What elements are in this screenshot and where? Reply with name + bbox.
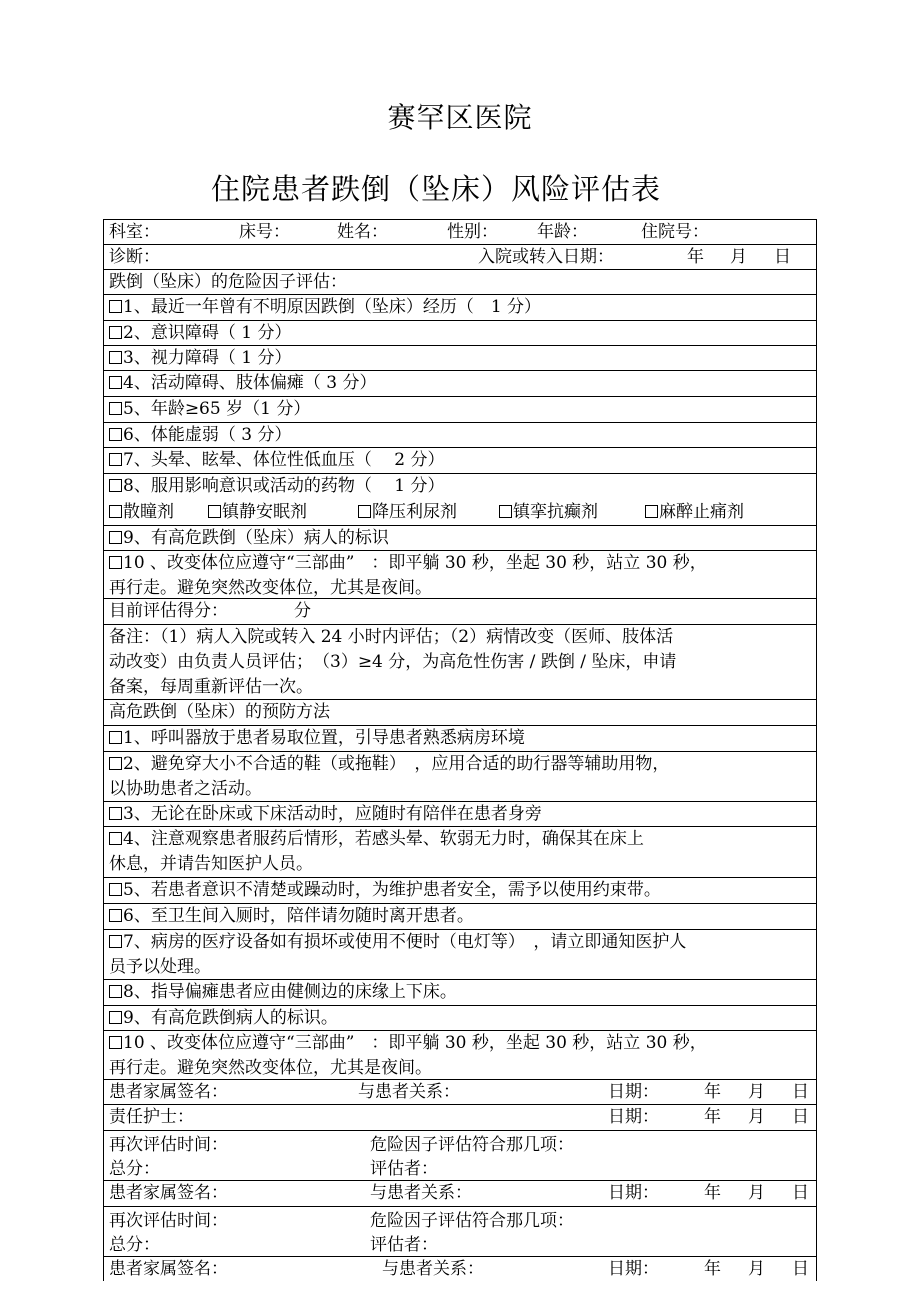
family-sign-row: 患者家属签名： 与患者关系： 日期： 年 月 日 <box>104 1080 816 1105</box>
prevention-item-3[interactable]: 3、无论在卧床或下床活动时，应随时有陪伴在患者身旁 <box>104 802 816 827</box>
risk-heading: 跌倒（坠床）的危险因子评估： <box>104 270 816 295</box>
admit-date-label: 入院或转入日期： <box>478 247 614 267</box>
checkbox[interactable] <box>109 376 122 389</box>
nurse-row: 责任护士： 日期： 年 月 日 <box>104 1105 816 1131</box>
drug-option-mydriatic[interactable]: 散瞳剂 <box>109 500 174 525</box>
factors-field[interactable]: 危险因子评估符合那几项： <box>370 1211 574 1231</box>
hospital-name: 赛罕区医院 <box>387 101 533 134</box>
checkbox[interactable] <box>109 505 122 518</box>
diagnosis-row <box>104 245 816 270</box>
diagnosis-field[interactable]: 诊断： <box>109 247 160 267</box>
date-field[interactable]: 日期： <box>608 1082 659 1102</box>
score-unit: 分 <box>294 601 311 621</box>
checkbox[interactable] <box>109 453 122 466</box>
factors-field[interactable]: 危险因子评估符合那几项： <box>370 1135 574 1155</box>
checkbox[interactable] <box>109 935 122 948</box>
risk-item-6[interactable]: 6、体能虚弱（ 3 分） <box>104 423 816 448</box>
family-sign-field[interactable]: 患者家属签名： <box>109 1259 228 1279</box>
prevention-item-8[interactable]: 8、指导偏瘫患者应由健侧边的床缘上下床。 <box>104 980 816 1006</box>
score-row <box>104 599 816 625</box>
prevention-heading: 高危跌倒（坠床）的预防方法 <box>104 700 816 726</box>
drug-option-antihypertensive[interactable]: 降压利尿剂 <box>358 500 457 525</box>
relation-field[interactable]: 与患者关系： <box>382 1259 484 1279</box>
risk-item-8: 8、服用影响意识或活动的药物（ 1 分） 散瞳剂 镇静安眠剂 降压利尿剂 镇挛抗癫剂 麻醉止痛剂 <box>104 474 816 526</box>
patient-info-row <box>104 220 816 245</box>
prevention-item-5[interactable]: 5、若患者意识不清楚或躁动时，为维护患者安全，需予以使用约束带。 <box>104 878 816 904</box>
drug-option-anesthetic[interactable]: 麻醉止痛剂 <box>645 500 744 525</box>
date-month[interactable]: 月 <box>730 247 747 267</box>
risk-item-1[interactable]: 1、最近一年曾有不明原因跌倒（坠床）经历（ 1 分） <box>104 295 816 321</box>
age-field[interactable]: 年龄： <box>537 222 588 242</box>
date-field[interactable]: 日期： <box>608 1183 659 1203</box>
assessment-table <box>103 219 817 1281</box>
reassess-time-field[interactable]: 再次评估时间： <box>109 1211 228 1231</box>
prevention-item-6[interactable]: 6、至卫生间入厕时，陪伴请勿随时离开患者。 <box>104 904 816 930</box>
family-sign-row-3: 患者家属签名： 与患者关系： 日期： 年 月 日 <box>104 1257 816 1282</box>
risk-item-2[interactable]: 2、意识障碍（ 1 分） <box>104 321 816 346</box>
checkbox[interactable] <box>109 883 122 896</box>
prevention-item-1[interactable]: 1、呼叫器放于患者易取位置，引导患者熟悉病房环境 <box>104 726 816 752</box>
checkbox[interactable] <box>109 479 122 492</box>
prevention-item-7[interactable]: 7、病房的医疗设备如有损坏或使用不便时（电灯等） ，请立即通知医护人 员予以处理。 <box>104 930 816 980</box>
checkbox[interactable] <box>109 300 122 313</box>
checkbox[interactable] <box>109 326 122 339</box>
checkbox[interactable] <box>109 1011 122 1024</box>
risk-item-5[interactable]: 5、年龄≥65 岁（1 分） <box>104 397 816 423</box>
checkbox[interactable] <box>109 556 122 569</box>
family-sign-field[interactable]: 患者家属签名： <box>109 1183 228 1203</box>
checkbox[interactable] <box>109 351 122 364</box>
prevention-item-4[interactable]: 4、注意观察患者服药后情形，若感头晕、软弱无力时，确保其在床上 休息，并请告知医护人员。 <box>104 827 816 878</box>
checkbox[interactable] <box>358 505 371 518</box>
prevention-item-10[interactable]: 10 、改变体位应遵守“三部曲” ：即平躺 30 秒，坐起 30 秒，站立 30 秒， 再行走。避免突然改变体位，尤其是夜间。 <box>104 1031 816 1080</box>
checkbox[interactable] <box>109 807 122 820</box>
checkbox[interactable] <box>109 531 122 544</box>
family-sign-row-2: 患者家属签名： 与患者关系： 日期： 年 月 日 <box>104 1181 816 1207</box>
date-field[interactable]: 日期： <box>608 1107 659 1127</box>
checkbox[interactable] <box>109 757 122 770</box>
reassess-block-2 <box>104 1207 816 1257</box>
checkbox[interactable] <box>109 428 122 441</box>
assessor-field[interactable]: 评估者： <box>370 1235 438 1255</box>
dept-field[interactable]: 科室： <box>109 222 160 242</box>
date-year[interactable]: 年 <box>687 247 704 267</box>
inpatient-no-field[interactable]: 住院号： <box>641 222 709 242</box>
remarks: 备注：（1）病人入院或转入 24 小时内评估；（2）病情改变（医师、肢体活 动改变）由负责人员评估； （3）≥4 分，为高危性伤害 / 跌倒 / 坠床，申请 备案，每周重新评估一次。 <box>104 625 816 700</box>
risk-item-10[interactable]: 10 、改变体位应遵守“三部曲” ：即平躺 30 秒，坐起 30 秒，站立 30 秒， 再行走。避免突然改变体位，尤其是夜间。 <box>104 551 816 599</box>
checkbox[interactable] <box>109 832 122 845</box>
prevention-item-9[interactable]: 9、有高危跌倒病人的标识。 <box>104 1006 816 1031</box>
assessor-field[interactable]: 评估者： <box>370 1159 438 1179</box>
risk-item-7[interactable]: 7、头晕、眩晕、体位性低血压（ 2 分） <box>104 448 816 474</box>
bed-field[interactable]: 床号： <box>239 222 290 242</box>
checkbox[interactable] <box>109 731 122 744</box>
checkbox[interactable] <box>645 505 658 518</box>
total-field[interactable]: 总分： <box>109 1235 160 1255</box>
name-field[interactable]: 姓名： <box>337 222 388 242</box>
checkbox[interactable] <box>109 985 122 998</box>
nurse-field[interactable]: 责任护士： <box>109 1107 194 1127</box>
checkbox[interactable] <box>109 402 122 415</box>
relation-field[interactable]: 与患者关系： <box>370 1183 472 1203</box>
checkbox[interactable] <box>208 505 221 518</box>
form-title: 住院患者跌倒（坠床）风险评估表 <box>210 172 661 206</box>
date-day[interactable]: 日 <box>774 247 791 267</box>
date-field[interactable]: 日期： <box>608 1259 659 1279</box>
risk-item-3[interactable]: 3、视力障碍（ 1 分） <box>104 346 816 371</box>
total-field[interactable]: 总分： <box>109 1159 160 1179</box>
family-sign-field[interactable]: 患者家属签名： <box>109 1082 228 1102</box>
relation-field[interactable]: 与患者关系： <box>358 1082 460 1102</box>
drug-option-anticonvulsant[interactable]: 镇挛抗癫剂 <box>499 500 598 525</box>
score-label: 目前评估得分： <box>109 601 228 621</box>
prevention-item-2[interactable]: 2、避免穿大小不合适的鞋（或拖鞋） ，应用合适的助行器等辅助用物， 以协助患者之活动。 <box>104 752 816 802</box>
checkbox[interactable] <box>109 1036 122 1049</box>
risk-item-4[interactable]: 4、活动障碍、肢体偏瘫（ 3 分） <box>104 371 816 397</box>
risk-item-9[interactable]: 9、有高危跌倒（坠床）病人的标识 <box>104 526 816 551</box>
drug-option-sedative[interactable]: 镇静安眠剂 <box>208 500 307 525</box>
reassess-time-field[interactable]: 再次评估时间： <box>109 1135 228 1155</box>
sex-field[interactable]: 性别： <box>447 222 498 242</box>
checkbox[interactable] <box>499 505 512 518</box>
reassess-block-1 <box>104 1131 816 1181</box>
checkbox[interactable] <box>109 909 122 922</box>
